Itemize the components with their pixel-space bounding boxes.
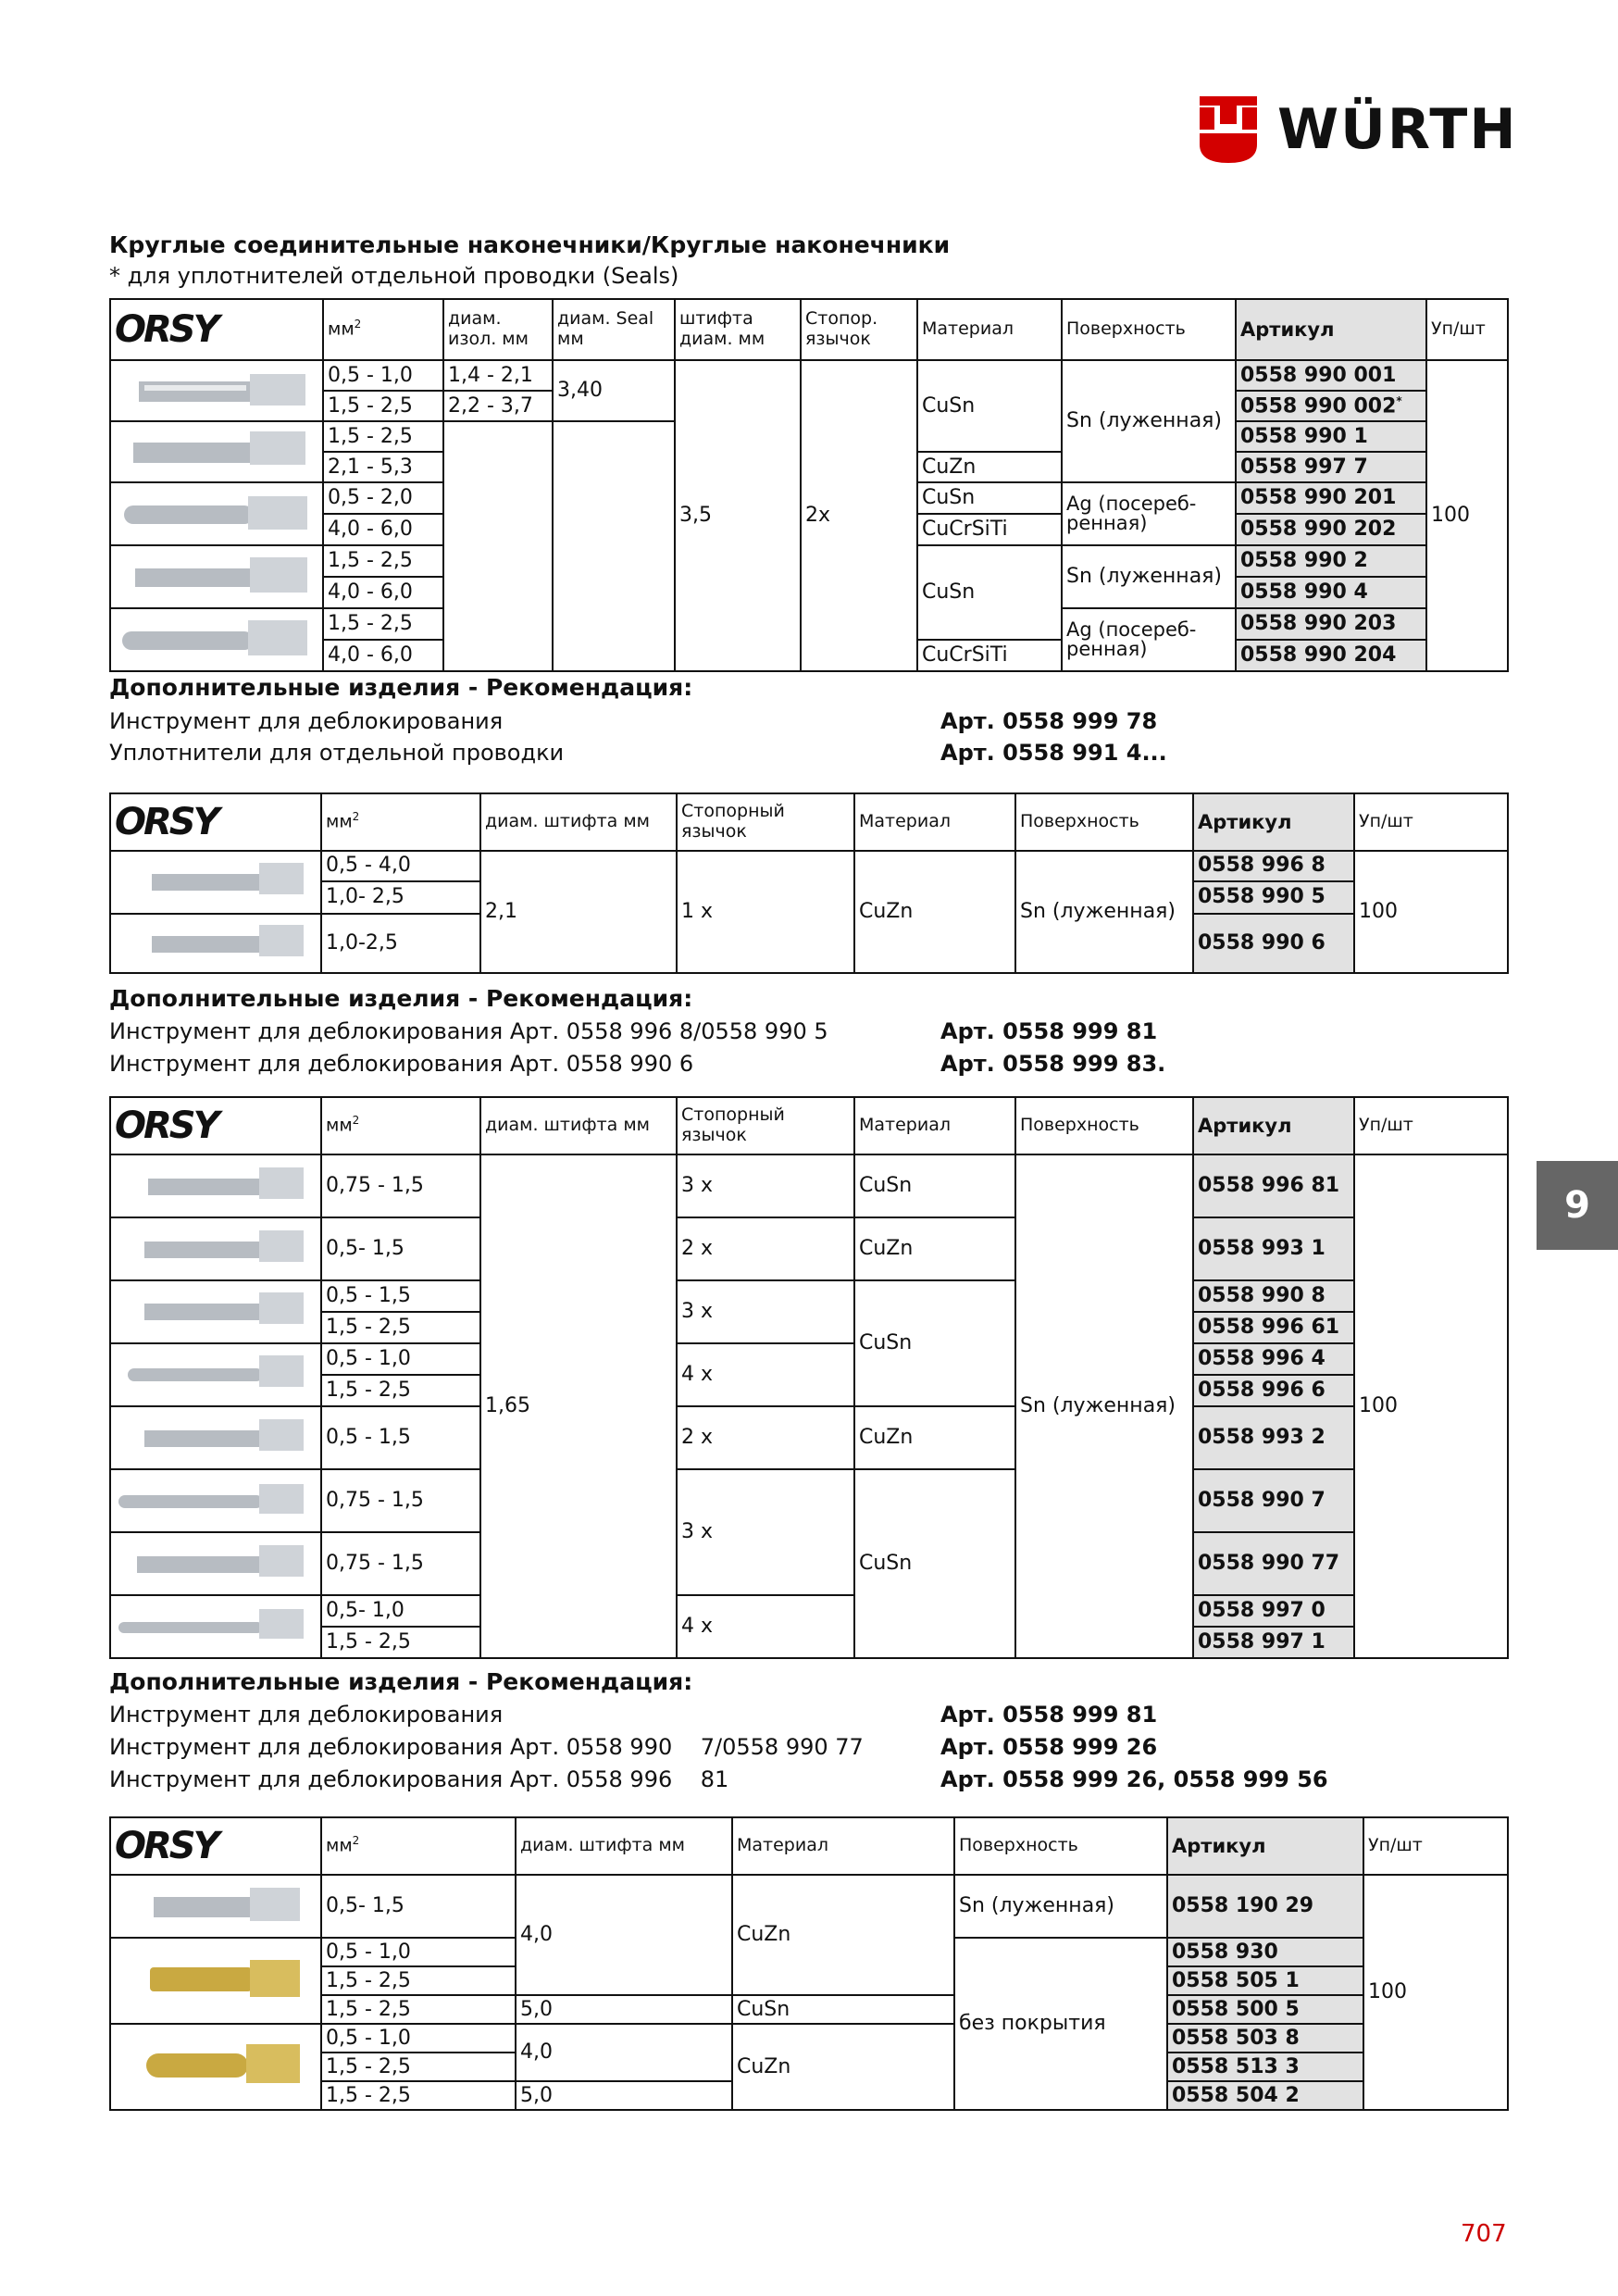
table-cell: 1,5 - 2,5 [321,1312,480,1343]
col-material: Материал [917,299,1062,360]
page-subtitle: * для уплотнителей отдельной проводки (Seals) [109,263,679,289]
product-image [110,1532,321,1595]
col-material: Материал [732,1817,954,1875]
table-cell: 2 x [677,1217,854,1280]
col-pin: диам. штифта мм [480,1097,677,1154]
article-cell: 0558 990 7 [1193,1469,1354,1532]
table-cell: CuZn [854,1406,1015,1469]
table-cell: без покрытия [954,1938,1167,2110]
table-cell: 1,5 - 2,5 [321,1966,516,1995]
table-cell: 5,0 [516,2081,732,2110]
table-cell: 3,40 [553,360,675,421]
table-cell: CuZn [732,1875,954,1995]
col-surface: Поверхность [1062,299,1236,360]
page-title: Круглые соединительные наконечники/Круглые наконечники [109,231,951,258]
article-cell: 0558 997 7 [1236,452,1426,482]
table-cell: 1,5 - 2,5 [323,421,443,452]
table-cell: CuCrSiTi [917,640,1062,671]
table-cell: 0,5 - 1,0 [321,1938,516,1966]
table-cell: 3 x [677,1280,854,1343]
rec-1-heading: Дополнительные изделия - Рекомендация: [109,674,693,701]
table-cell: 2,2 - 3,7 [443,391,553,421]
orsy-logo: ORSY [110,299,323,360]
product-image [110,608,323,671]
table-2 [109,792,1509,974]
wurth-logo [1200,96,1518,163]
table-cell: Sn (луженная) [1015,1154,1193,1658]
col-surface: Поверхность [954,1817,1167,1875]
table-cell: 3 x [677,1469,854,1595]
col-pin: диам. штифта мм [516,1817,732,1875]
table-cell: 1,5 - 2,5 [323,545,443,577]
col-article: Артикул [1236,299,1426,360]
rec-2-left-0: Инструмент для деблокирования Арт. 0558 996 8/0558 990 5 [109,1018,828,1044]
table-cell: 100 [1426,360,1508,671]
product-image [110,1343,321,1406]
col-article: Артикул [1167,1817,1363,1875]
chapter-tab[interactable]: 9 [1537,1161,1618,1250]
article-cell: 0558 504 2 [1167,2081,1363,2110]
col-mm2: $мм^2$ [321,1817,516,1875]
col-pack: Уп/шт [1354,1097,1508,1154]
col-lock: Стопор. язычок [801,299,917,360]
table-cell: 100 [1354,851,1508,973]
table-cell: 4 x [677,1343,854,1406]
article-cell: 0558 996 81 [1193,1154,1354,1217]
article-cell: 0558 996 6 [1193,1375,1354,1406]
col-pack: Уп/шт [1426,299,1508,360]
col-pin: диам. штифта мм [480,793,677,851]
col-lock: Стопорный язычок [677,793,854,851]
rec-2-left-1: Инструмент для деблокирования Арт. 0558 990 6 [109,1051,694,1077]
table-cell: CuSn [854,1280,1015,1406]
col-material: Материал [854,793,1015,851]
product-image [110,914,321,973]
orsy-logo: ORSY [110,793,321,851]
article-cell: 0558 997 1 [1193,1627,1354,1658]
rec-2-heading: Дополнительные изделия - Рекомендация: [109,985,693,1012]
table-cell: 2,1 - 5,3 [323,452,443,482]
table-cell: 4,0 [516,1875,732,1995]
rec-3-right-1: Арт. 0558 999 26 [940,1734,1158,1760]
article-cell: 0558 990 6 [1193,914,1354,973]
col-lock: Стопорный язычок [677,1097,854,1154]
product-image [110,421,323,482]
product-image [110,1217,321,1280]
article-cell: 0558 990 203 [1236,608,1426,640]
table-cell: Ag (посереб-ренная) [1062,482,1236,545]
table-cell: 1,5 - 2,5 [321,2081,516,2110]
rec-1-right-0: Арт. 0558 999 78 [940,708,1158,734]
rec-3-right-2: Арт. 0558 999 26, 0558 999 56 [940,1766,1328,1792]
table-cell: Sn (луженная) [1062,545,1236,608]
table-cell: 4,0 - 6,0 [323,514,443,545]
article-cell: 0558 990 2 [1236,545,1426,577]
table-cell: 2 x [677,1406,854,1469]
rec-3-right-0: Арт. 0558 999 81 [940,1702,1158,1728]
table-cell: 0,5 - 2,0 [323,482,443,514]
product-image [110,1280,321,1343]
col-mm2: $мм^2$ [323,299,443,360]
product-image [110,2024,321,2110]
table-cell: 1,5 - 2,5 [321,1627,480,1658]
table-cell: Sn (луженная) [1062,360,1236,482]
table-cell: 1,4 - 2,1 [443,360,553,391]
table-cell [553,421,675,671]
col-mm2: $мм^2$ [321,793,480,851]
table-cell: 0,5 - 1,5 [321,1280,480,1312]
col-mm2: $мм^2$ [321,1097,480,1154]
article-cell: 0558 190 29 [1167,1875,1363,1938]
table-cell: 0,5 - 1,5 [321,1406,480,1469]
table-cell: CuZn [854,1217,1015,1280]
col-article: Артикул [1193,793,1354,851]
rec-3-heading: Дополнительные изделия - Рекомендация: [109,1668,693,1695]
product-image [110,1595,321,1658]
table-cell: 0,75 - 1,5 [321,1154,480,1217]
article-cell: 0558 990 201 [1236,482,1426,514]
table-cell: 3,5 [675,360,801,671]
table-cell: CuSn [917,545,1062,640]
table-cell: 2x [801,360,917,671]
wurth-logo-icon [1200,96,1257,163]
table-cell: 0,5 - 1,0 [321,1343,480,1375]
rec-3-left-1: Инструмент для деблокирования Арт. 0558 990 7/0558 990 77 [109,1734,864,1760]
table-cell: CuZn [732,2024,954,2110]
article-cell: 0558 990 204 [1236,640,1426,671]
product-image [110,851,321,914]
col-diam-iso: диам. изол. мм [443,299,553,360]
table-cell: 4 x [677,1595,854,1658]
table-1 [109,298,1509,672]
article-cell: 0558 930 [1167,1938,1363,1966]
article-cell: 0558 996 61 [1193,1312,1354,1343]
table-cell: CuSn [854,1154,1015,1217]
table-3 [109,1096,1509,1659]
col-material: Материал [854,1097,1015,1154]
article-cell: 0558 513 3 [1167,2053,1363,2081]
table-cell: 0,5- 1,0 [321,1595,480,1627]
table-cell: 0,5 - 1,0 [323,360,443,391]
brand-name: WÜRTH [1277,97,1518,162]
col-pack: Уп/шт [1363,1817,1508,1875]
table-cell: 0,75 - 1,5 [321,1532,480,1595]
rec-2-right-0: Арт. 0558 999 81 [940,1018,1158,1044]
product-image [110,1938,321,2024]
table-cell: 1,5 - 2,5 [323,391,443,421]
table-cell: CuZn [854,851,1015,973]
product-image [110,1875,321,1938]
rec-3-left-0: Инструмент для деблокирования [109,1702,504,1728]
table-cell: 0,5 - 4,0 [321,851,480,881]
table-cell: 1,5 - 2,5 [321,1995,516,2024]
col-surface: Поверхность [1015,793,1193,851]
rec-1-left-1: Уплотнители для отдельной проводки [109,740,565,766]
page-number: 707 [1461,2220,1507,2248]
table-cell: 1,5 - 2,5 [321,2053,516,2081]
product-image [110,360,323,421]
article-cell: 0558 990 5 [1193,881,1354,914]
col-article: Артикул [1193,1097,1354,1154]
col-surface: Поверхность [1015,1097,1193,1154]
table-cell: 1 x [677,851,854,973]
table-cell: 0,75 - 1,5 [321,1469,480,1532]
article-cell: 0558 990 202 [1236,514,1426,545]
table-cell: Sn (луженная) [954,1875,1167,1938]
table-cell: CuCrSiTi [917,514,1062,545]
orsy-logo: ORSY [110,1817,321,1875]
article-cell: 0558 990 1 [1236,421,1426,452]
article-cell: 0558 990 4 [1236,577,1426,608]
article-cell: 0558 505 1 [1167,1966,1363,1995]
table-cell: CuSn [854,1469,1015,1658]
article-cell: 0558 997 0 [1193,1595,1354,1627]
table-cell: 4,0 - 6,0 [323,577,443,608]
table-cell: 100 [1354,1154,1508,1658]
rec-1-left-0: Инструмент для деблокирования [109,708,504,734]
table-cell: 1,5 - 2,5 [323,608,443,640]
table-cell: Ag (посереб-ренная) [1062,608,1236,671]
table-cell: 3 x [677,1154,854,1217]
table-cell: 100 [1363,1875,1508,2110]
table-cell: 1,0- 2,5 [321,881,480,914]
table-cell: CuZn [917,452,1062,482]
table-cell: CuSn [917,482,1062,514]
table-cell: 2,1 [480,851,677,973]
table-cell: 0,5- 1,5 [321,1875,516,1938]
article-cell: 0558 993 2 [1193,1406,1354,1469]
table-cell: 1,0-2,5 [321,914,480,973]
article-cell: 0558 990 002* [1236,391,1426,421]
article-cell: 0558 996 4 [1193,1343,1354,1375]
product-image [110,1154,321,1217]
col-pack: Уп/шт [1354,793,1508,851]
article-cell: 0558 990 77 [1193,1532,1354,1595]
table-cell: 0,5 - 1,0 [321,2024,516,2053]
rec-2-right-1: Арт. 0558 999 83. [940,1051,1166,1077]
table-4 [109,1816,1509,2111]
rec-3-left-2: Инструмент для деблокирования Арт. 0558 996 81 [109,1766,729,1792]
table-cell: 5,0 [516,1995,732,2024]
orsy-logo: ORSY [110,1097,321,1154]
article-cell: 0558 990 8 [1193,1280,1354,1312]
article-cell: 0558 990 001 [1236,360,1426,391]
table-cell: 1,65 [480,1154,677,1658]
table-cell: Sn (луженная) [1015,851,1193,973]
article-cell: 0558 500 5 [1167,1995,1363,2024]
table-cell: CuSn [732,1995,954,2024]
article-cell: 0558 996 8 [1193,851,1354,881]
table-cell [443,421,553,671]
table-cell: 0,5- 1,5 [321,1217,480,1280]
col-diam-seal: диам. Seal мм [553,299,675,360]
rec-1-right-1: Арт. 0558 991 4... [940,740,1167,766]
col-pin: штифта диам. мм [675,299,801,360]
table-cell: CuSn [917,360,1062,452]
product-image [110,545,323,608]
product-image [110,482,323,545]
table-cell: 4,0 - 6,0 [323,640,443,671]
product-image [110,1469,321,1532]
table-cell: 4,0 [516,2024,732,2081]
article-cell: 0558 503 8 [1167,2024,1363,2053]
article-cell: 0558 993 1 [1193,1217,1354,1280]
product-image [110,1406,321,1469]
table-cell: 1,5 - 2,5 [321,1375,480,1406]
